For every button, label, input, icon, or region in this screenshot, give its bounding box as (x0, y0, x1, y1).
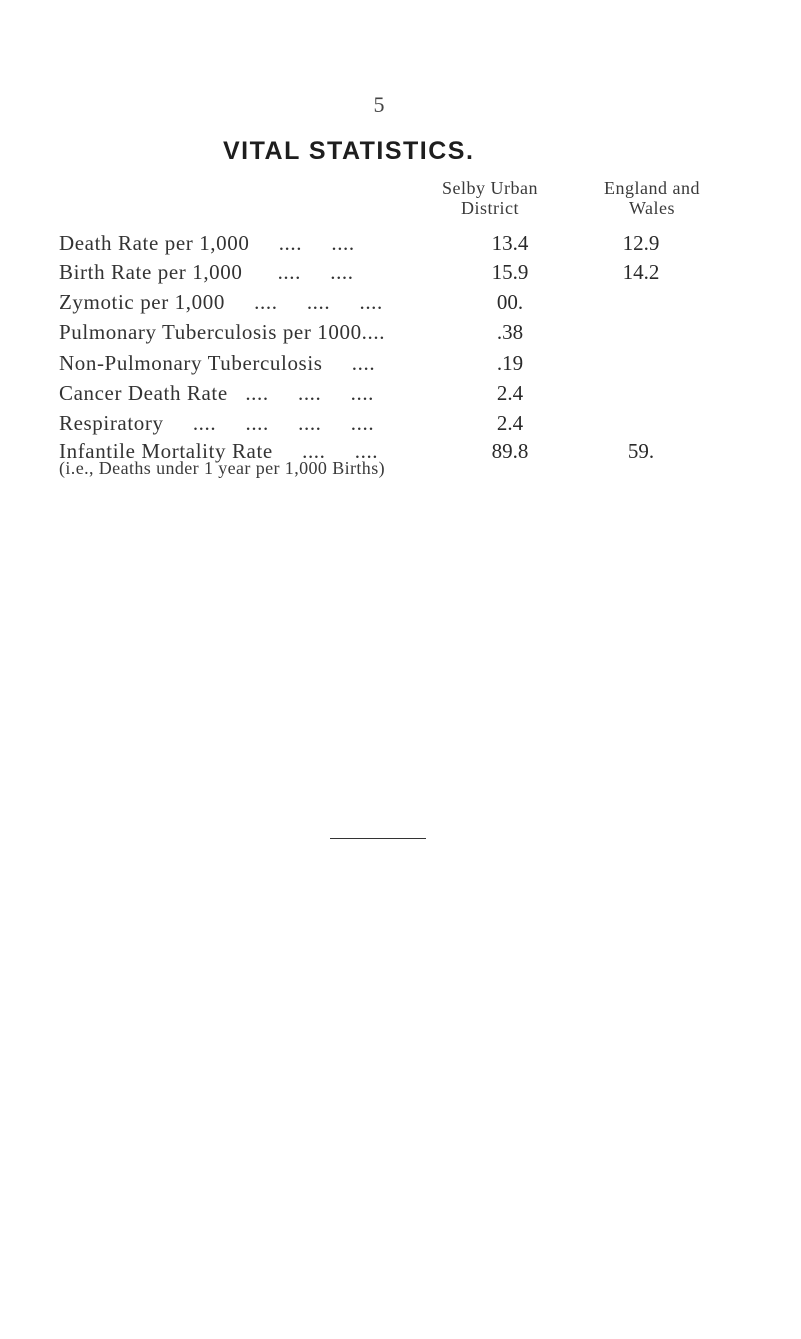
value-england: 14.2 (622, 260, 660, 284)
value-selby: 89.8 (491, 439, 529, 463)
row-label: Infantile Mortality Rate .... .... (59, 439, 379, 463)
table-row (0, 318, 801, 346)
row-label: Cancer Death Rate .... .... .... (59, 381, 375, 405)
value-selby: 13.4 (491, 231, 529, 255)
table-row (0, 349, 801, 377)
column-header-england-line2: Wales (628, 198, 676, 218)
value-selby: 15.9 (491, 260, 529, 284)
value-selby: .38 (496, 320, 524, 344)
column-header-selby (418, 178, 562, 218)
page-number: 5 (373, 92, 385, 117)
table-row (0, 229, 801, 257)
row-label: Zymotic per 1,000 .... .... .... (59, 290, 383, 314)
value-selby: 2.4 (496, 411, 524, 435)
row-label: Death Rate per 1,000 .... .... (59, 231, 355, 255)
table-row (0, 288, 801, 316)
column-header-selby-line1: Selby Urban (442, 178, 538, 198)
column-header-england (572, 178, 732, 218)
value-selby: 2.4 (496, 381, 524, 405)
row-label: Pulmonary Tuberculosis per 1000.... (59, 320, 386, 344)
divider-line (330, 838, 426, 839)
value-england: 12.9 (622, 231, 660, 255)
table-row (0, 258, 801, 286)
value-england: 59. (627, 439, 655, 463)
value-selby: .19 (496, 351, 524, 375)
column-header-england-line1: England and (604, 178, 700, 198)
footnote: (i.e., Deaths under 1 year per 1,000 Births) (59, 458, 386, 478)
column-header-selby-line2: District (461, 198, 519, 218)
row-label: Non-Pulmonary Tuberculosis .... (59, 351, 376, 375)
page-title: VITAL STATISTICS. (223, 137, 475, 165)
row-label: Birth Rate per 1,000 .... .... (59, 260, 354, 284)
table-row (0, 409, 801, 437)
row-label: Respiratory .... .... .... .... (59, 411, 375, 435)
table-row (0, 379, 801, 407)
value-selby: 00. (496, 290, 524, 314)
